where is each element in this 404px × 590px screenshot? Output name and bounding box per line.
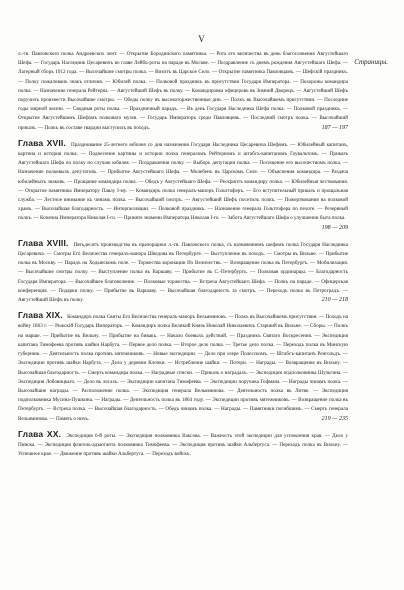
table-of-contents (18, 50, 348, 465)
chapter-pages: 187 — 197 (321, 124, 348, 131)
chapter-text: Командиръ полка Свиты Его Величества генералъ-маиоръ Вельяминовъ. — Полкъ въ Высочайшемъ присутствии. — Походъ на войну 1863 г. — Рижскій Государь Императоръ. — Командиръ полка Великий Князь Николай Николаевичъ Старший въ Вильне. — Сборы. — Полкъ на марше. — Прибытие въ Вильну. — Прибытие на бивакъ. — Начало боевыхъ действий. — Праздникъ Святаго Воскресения. — Экспедиция капитана Тимофеева противъ шайки Нарбута. — Первое дело полка. — Второе дело полка. — Третье дело полка. — Переходъ полка въ Минскую губернию. — Деятельность полка противъ мятежниковъ. — Новые экспедиции. — Дело при озере Полесскомъ. — Штабсъ-капитанъ Ренгольдъ. — Экспедиции противъ шайки Нарбута. — Дело у деревни Клочки. — Истребление шайки. — Потери. — Награды. — Возвращение въ Вильну. — Высочайшая благодарность. — Смерть командира полка. — Наградные списки. — Приказъ о наградахъ. — Экспедиции подполковника Шульгина. — Экспедиция Лобовицкаго. — Дело въ лесахъ. — Экспедиции капитана Тимофеева. — Экспедиции поручика Гофмана. — Награды чинамъ полка. — Высочайшие награды. — Расположение полка. — Экспедиция генерала Вельяминова. — Деятельность полка въ Литве. — Экспедиция подполковника Мусина-Пушкина. — Награды. — Деятельность полка въ 1864 году. — Экспедиции противъ мятежниковъ. — Возвращение полка въ Петербургъ. — Встреча полка. — Высочайшая благодарность. — Обедъ чинамъ полка. — Награды. — Памятники погибшимъ. — Смерть генерала Вельяминова. — Память о нихъ. (18, 314, 348, 422)
chapter-summary (18, 430, 348, 460)
chapter-pages: 198 — 209 (321, 224, 348, 231)
chapter-text: л.-гв. Павловского полка Андреевских лент. — Открытие Бородинского памятника. — Рота его величества въ день благословения Августейшаго Шефа. — Государь Наследник Цесаревичъ во главе Лейбъ-роты на параде въ Москве. — Поздравление съ днемъ рождения Августейшаго Шефа. — Лагерный сборъ 1912 года. — Высочайшие смотры полка. — Визитъ въ Царское Село. — Открытие памятника Павловцамъ. — Шефскій праздникъ. — Полку пожалованъ знакъ отличия. — Юбилей полка. — Полковой праздникъ въ присутствии Государя Императора. — Похороны командира полка. — Назначение генерала Рейтерна. — Августейший Шефъ въ полку. — Командировка офицеровъ въ Зимний Дворецъ. — Августейший Шефъ поручилъ произвести Высочайшие смотры. — Обеды полку въ высокоторжественные дни. — Полкъ въ Высочайшемъ присутствии. — Последние годы мирной жизни. — Сводныя роты полка. — Праздничный парадъ. — Въ день Государя Наследника Шефа полка. — Полковой праздникъ. — Открытие Августейшимъ Шефомъ полковаго музея. — Государь Императоръ среди Павловцевъ. — Последний смотръ полка. — Высочайший приказъ. — Полкъ въ составе гвардии выступилъ въ походъ. (18, 51, 348, 131)
chapter-text: Пятьдесятъ производства въ прапорщики л.-гв. Павловского полка, съ назначениемъ шефомъ полка Государя Наследника Цесаревича. — Смотры Его Величества генералъ-маиора Шведова въ Петербурге. — Выступление въ походъ. — Смотры въ Вильне. — Прибытие полка въ Москву. — Парадъ на Ходынскомъ поле. — Торжества коронации Их Величествъ. — Возвращение полка въ Петербургъ. — Мобилизация. — Высочайшие смотры полку. — Выступление полка въ Варшаву. — Прибытие въ С.-Петербургъ. — Полковая ординарцы. — Благодарность Государя Императора. — Высочайшее благоволение. — Полковые торжества. — Встреча Августейшаго Шефа. — Полкъ на параде. — Офицерская конференция. — Подарки полку. — Прибытие въ Варшаву. — Высочайшая благодарность за смотръ. — Переходъ полка въ Петроградъ. — Августейший Шефъ въ полку. (18, 241, 348, 304)
chapter-entry (18, 430, 348, 460)
chapter-entry (18, 311, 348, 423)
chapter-text: Экспедиция 6-й роты. — Экспедиция полковника Ваксова. — Важность этой экспедиции для успокоения края. — Дело у Пинска. — Экспедиция флигель-адъютанта полковника Тимофеева. — Экспедиция противъ шайки Альбертуса. — Переходъ полка въ Вильну. — Успешное крае. — Движение противъ шайки Альбертуса. — Переходъ войскъ. (18, 432, 348, 458)
chapter-title: Глава XX. (18, 428, 62, 439)
chapter-title: Глава XVIII. (18, 237, 69, 248)
chapter-pages: 219 — 235 (321, 415, 348, 422)
chapter-summary (18, 239, 348, 305)
chapter-entry (18, 139, 348, 233)
page-number: V (198, 34, 206, 44)
pages-column-header: Страницы. (354, 58, 388, 66)
chapter-entry (18, 239, 348, 305)
chapter-entry (18, 50, 348, 133)
chapter-summary (18, 137, 349, 231)
chapter-summary (18, 311, 348, 423)
chapter-text: Празднование 25-летнего юбилея со дня назначения Государя Наследника Цесаревича Шефомъ. — Юбилейный капитанъ, картина и история полка. — Поднесение картины и истории полка генераломъ Рейтерномъ и штабсъ-капитаномъ Гоувальтомъ. — Приказъ Августейшаго Шефа по полку по случаю юбилея. — Поздравления полку. — Выборъ депутации полка. — Посещение его высочествомъ полка. — Назначение полковыхъ депутатовъ. — Прибытие Августейшаго Шефа. — Молебенъ въ Царскомъ Селе. — Объяснения командира. — Раздача юбилейныхъ знаковъ. — Прощание командира полка. — Обедъ у Августейшаго Шефа. — Рескриптъ командиру полка. — Юбилейныя чествования. — Открытие памятника Императору Павлу I-му. — Командиръ полка генералъ-маиоръ Гольтгоферъ. — Его вступительный приказъ и прощальная служба. — Лестное внимание къ чинамъ полка. — Высочайший смотръ. — Августейший Шефъ посетилъ полкъ. — Пожертвования на полковой храмъ. — Высочайшая благодарность. — Интерпелляции. — Полковой праздникъ. — Назначение генерала Гольтгофера по пехоте. — Резервный полкъ. — Конечна Императора Николая I-го. — Приняте знамени Императора Николая I-го. — Забота Августейшаго Шефа о улучшении быта полка. (18, 141, 349, 222)
chapter-title: Глава XIX. (18, 310, 63, 321)
chapter-summary (18, 50, 348, 133)
chapter-title: Глава XVII. (18, 137, 67, 148)
chapter-pages: 210 — 218 (321, 297, 348, 304)
